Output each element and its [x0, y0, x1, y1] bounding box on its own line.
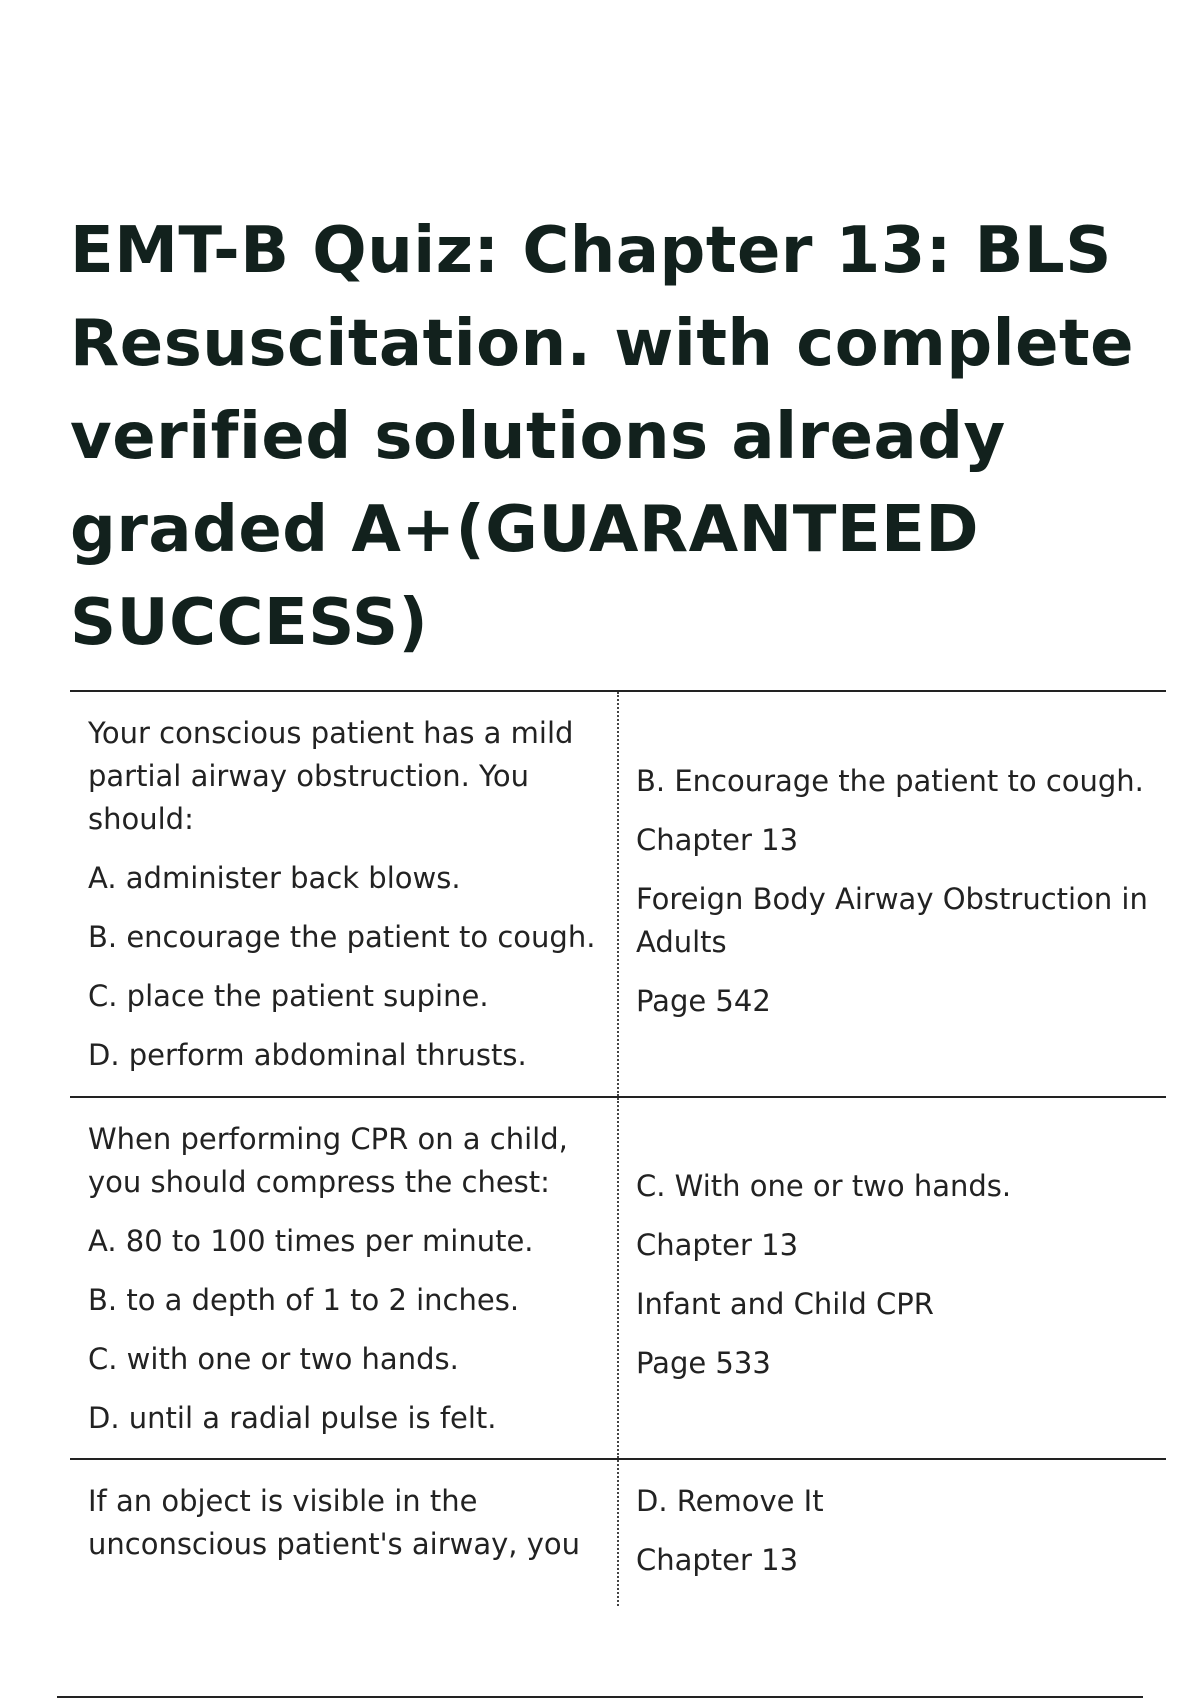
option-d: D. until a radial pulse is felt. — [88, 1401, 497, 1435]
answer-cell — [619, 692, 1166, 1096]
question-cell — [70, 692, 619, 1096]
footer-divider — [57, 1696, 1143, 1698]
question-text: If an object is visible in the unconscious patient's airway, you — [88, 1484, 581, 1561]
answer-topic: Foreign Body Airway Obstruction in Adults — [636, 881, 1148, 959]
answer-text: D. Remove It — [636, 1484, 824, 1518]
qa-row — [70, 1096, 1166, 1458]
question-text: When performing CPR on a child, you should compress the chest: — [88, 1122, 568, 1199]
answer-cell — [619, 1460, 1166, 1606]
question-cell — [70, 1098, 619, 1458]
qa-table — [70, 690, 1166, 1606]
qa-row — [70, 690, 1166, 1096]
option-a: A. 80 to 100 times per minute. — [88, 1224, 534, 1258]
qa-row — [70, 1458, 1166, 1606]
option-c: C. place the patient supine. — [88, 979, 489, 1013]
option-c: C. with one or two hands. — [88, 1342, 459, 1376]
option-a: A. administer back blows. — [88, 861, 461, 895]
answer-page: Page 533 — [636, 1346, 771, 1380]
option-b: B. to a depth of 1 to 2 inches. — [88, 1283, 520, 1317]
question-cell — [70, 1460, 619, 1606]
answer-text: C. With one or two hands. — [636, 1169, 1012, 1203]
option-b: B. encourage the patient to cough. — [88, 920, 596, 954]
answer-topic: Infant and Child CPR — [636, 1287, 934, 1321]
answer-chapter: Chapter 13 — [636, 822, 799, 857]
answer-text: B. Encourage the patient to cough. — [636, 763, 1144, 798]
answer-chapter: Chapter 13 — [636, 1228, 799, 1262]
option-d: D. perform abdominal thrusts. — [88, 1038, 527, 1072]
document-title: EMT-B Quiz: Chapter 13: BLS Resuscitation. with complete verified solutions already graded A+(GUARANTEED SUCCESS) — [70, 214, 1134, 660]
answer-cell — [619, 1098, 1166, 1458]
answer-page: Page 542 — [636, 983, 771, 1018]
answer-chapter: Chapter 13 — [636, 1543, 799, 1577]
question-text: Your conscious patient has a mild partial airway obstruction. You should: — [88, 716, 574, 836]
